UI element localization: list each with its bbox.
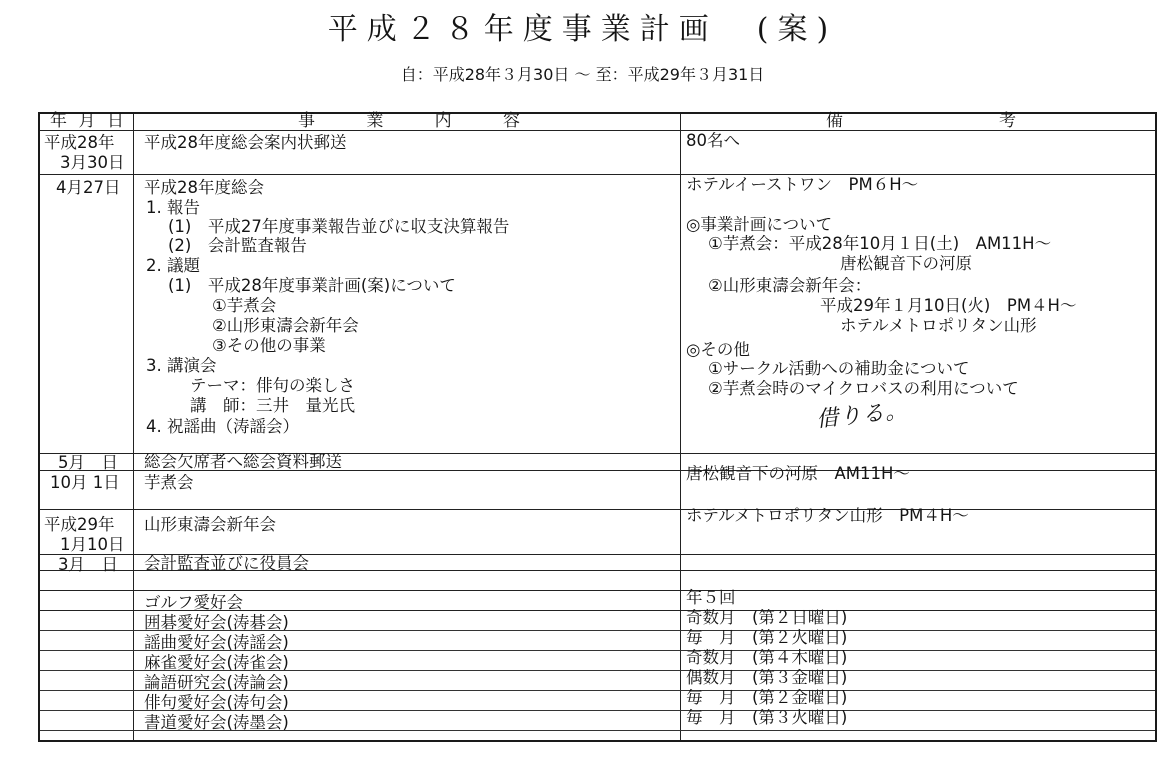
row-rule — [40, 509, 1155, 510]
header-rule — [40, 130, 1155, 131]
content-cell: 山形東濤会新年会 — [144, 515, 276, 534]
column-divider-date — [133, 114, 134, 740]
date-cell: 4月27日 — [56, 178, 121, 197]
agenda-line: (1) 平成27年度事業報告並びに収支決算報告 — [168, 217, 510, 236]
remarks-line: ホテルイーストワン PM６H〜 — [686, 175, 919, 194]
remarks-line: 唐松観音下の河原 — [840, 254, 972, 273]
club-schedule: 偶数月 (第３金曜日) — [686, 668, 848, 687]
date-cell: 平成29年 — [44, 515, 115, 534]
content-cell: 会計監査並びに役員会 — [144, 554, 309, 573]
agenda-line: (1) 平成28年度事業計画(案)について — [168, 276, 456, 295]
club-name: 俳句愛好会(涛句会) — [144, 693, 289, 712]
club-schedule: 毎 月 (第２火曜日) — [686, 628, 848, 647]
club-schedule: 毎 月 (第２金曜日) — [686, 688, 848, 707]
remarks-line: ◎その他 — [686, 340, 750, 359]
row-rule — [40, 174, 1155, 175]
content-cell: 平成28年度総会案内状郵送 — [144, 133, 347, 152]
remarks-cell: 80名へ — [686, 131, 740, 150]
schedule-table — [38, 112, 1157, 742]
agenda-line: ①芋煮会 — [212, 296, 277, 315]
agenda-line: (2) 会計監査報告 — [168, 236, 307, 255]
agenda-line: 平成28年度総会 — [144, 178, 264, 197]
date-cell: 3月 日 — [58, 555, 118, 574]
column-divider-remarks — [680, 114, 681, 740]
remarks-line: ①サークル活動への補助金について — [708, 359, 970, 378]
remarks-line: 平成29年１月10日(火) PM４H〜 — [820, 296, 1077, 315]
remarks-cell: ホテルメトロポリタン山形 PM４H〜 — [686, 506, 969, 525]
agenda-line: ③その他の事業 — [212, 336, 326, 355]
agenda-line: 2. 議題 — [146, 256, 200, 275]
club-schedule: 年５回 — [686, 588, 736, 607]
club-name: 囲碁愛好会(涛碁会) — [144, 613, 289, 632]
club-name: 論語研究会(涛論会) — [144, 673, 289, 692]
agenda-line: テーマ：俳句の楽しさ — [190, 376, 355, 395]
agenda-line: 講 師：三井 量光氏 — [190, 396, 355, 415]
header-content: 事 業 内 容 — [298, 111, 520, 131]
header-remarks: 備 考 — [826, 111, 1016, 131]
club-name: 書道愛好会(涛墨会) — [144, 713, 289, 732]
club-name: 麻雀愛好会(涛雀会) — [144, 653, 289, 672]
remarks-line: ②山形東濤会新年会： — [708, 276, 872, 295]
club-schedule: 奇数月 (第４木曜日) — [686, 648, 848, 667]
row-rule — [40, 590, 1155, 591]
remarks-line: ホテルメトロポリタン山形 — [840, 316, 1037, 335]
header-date: 年 月 日 — [50, 111, 124, 131]
plan-period: 自：平成28年３月30日 〜 至：平成29年３月31日 — [400, 65, 765, 84]
date-cell: 5月 日 — [58, 453, 118, 472]
club-schedule: 毎 月 (第３火曜日) — [686, 708, 848, 727]
agenda-line: ②山形東濤会新年会 — [212, 316, 359, 335]
agenda-line: 4. 祝謡曲（涛謡会） — [146, 417, 299, 436]
club-schedule: 奇数月 (第２日曜日) — [686, 608, 848, 627]
handwritten-note: 借りる。 — [815, 398, 910, 433]
remarks-line: ◎事業計画について — [686, 215, 833, 234]
date-cell: 1月10日 — [60, 535, 125, 554]
content-cell: 総会欠席者へ総会資料郵送 — [144, 452, 342, 471]
remarks-line: ①芋煮会：平成28年10月１日(土) AM11H〜 — [708, 234, 1052, 253]
remarks-cell: 唐松観音下の河原 AM11H〜 — [686, 464, 910, 483]
club-name: 謡曲愛好会(涛謡会) — [144, 633, 289, 652]
agenda-line: 3. 講演会 — [146, 356, 217, 375]
agenda-line: 1. 報告 — [146, 198, 200, 217]
remarks-line: ②芋煮会時のマイクロバスの利用について — [708, 379, 1019, 398]
date-cell: 平成28年 — [44, 133, 115, 152]
date-cell: 3月30日 — [60, 153, 125, 172]
content-cell: 芋煮会 — [144, 473, 194, 492]
date-cell: 10月 1日 — [50, 473, 120, 492]
document-title: 平成２８年度事業計画 (案) — [327, 12, 838, 47]
club-name: ゴルフ愛好会 — [144, 593, 243, 612]
